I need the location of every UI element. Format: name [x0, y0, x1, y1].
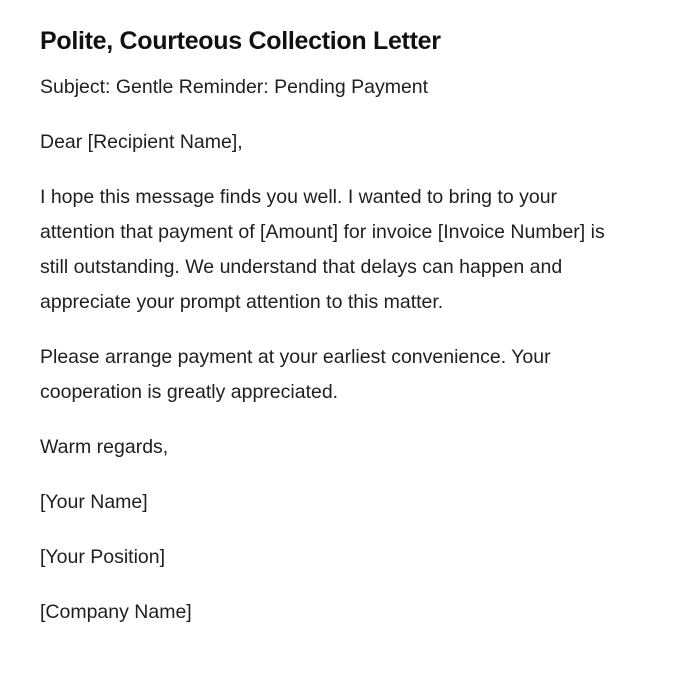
letter [40, 24, 630, 630]
letter-salutation: Dear [Recipient Name], [40, 131, 243, 153]
signature-position: [Your Position] [40, 546, 166, 568]
letter-subject: Subject: Gentle Reminder: Pending Payment [40, 76, 429, 98]
letter-body-paragraph-2: Please arrange payment at your earliest convenience. Your cooperation is greatly appreciated. [40, 346, 551, 403]
signature-company: [Company Name] [40, 601, 192, 623]
letter-body-paragraph-1: I hope this message finds you well. I wanted to bring to your attention that payment of [Amount] for invoice [Invoice Number] is still outstanding. We understand that delays can happen and appreciate your prompt attention to this matter. [40, 186, 605, 313]
letter-title: Polite, Courteous Collection Letter [40, 27, 441, 55]
signature-name: [Your Name] [40, 491, 148, 513]
letter-closing: Warm regards, [40, 436, 169, 458]
